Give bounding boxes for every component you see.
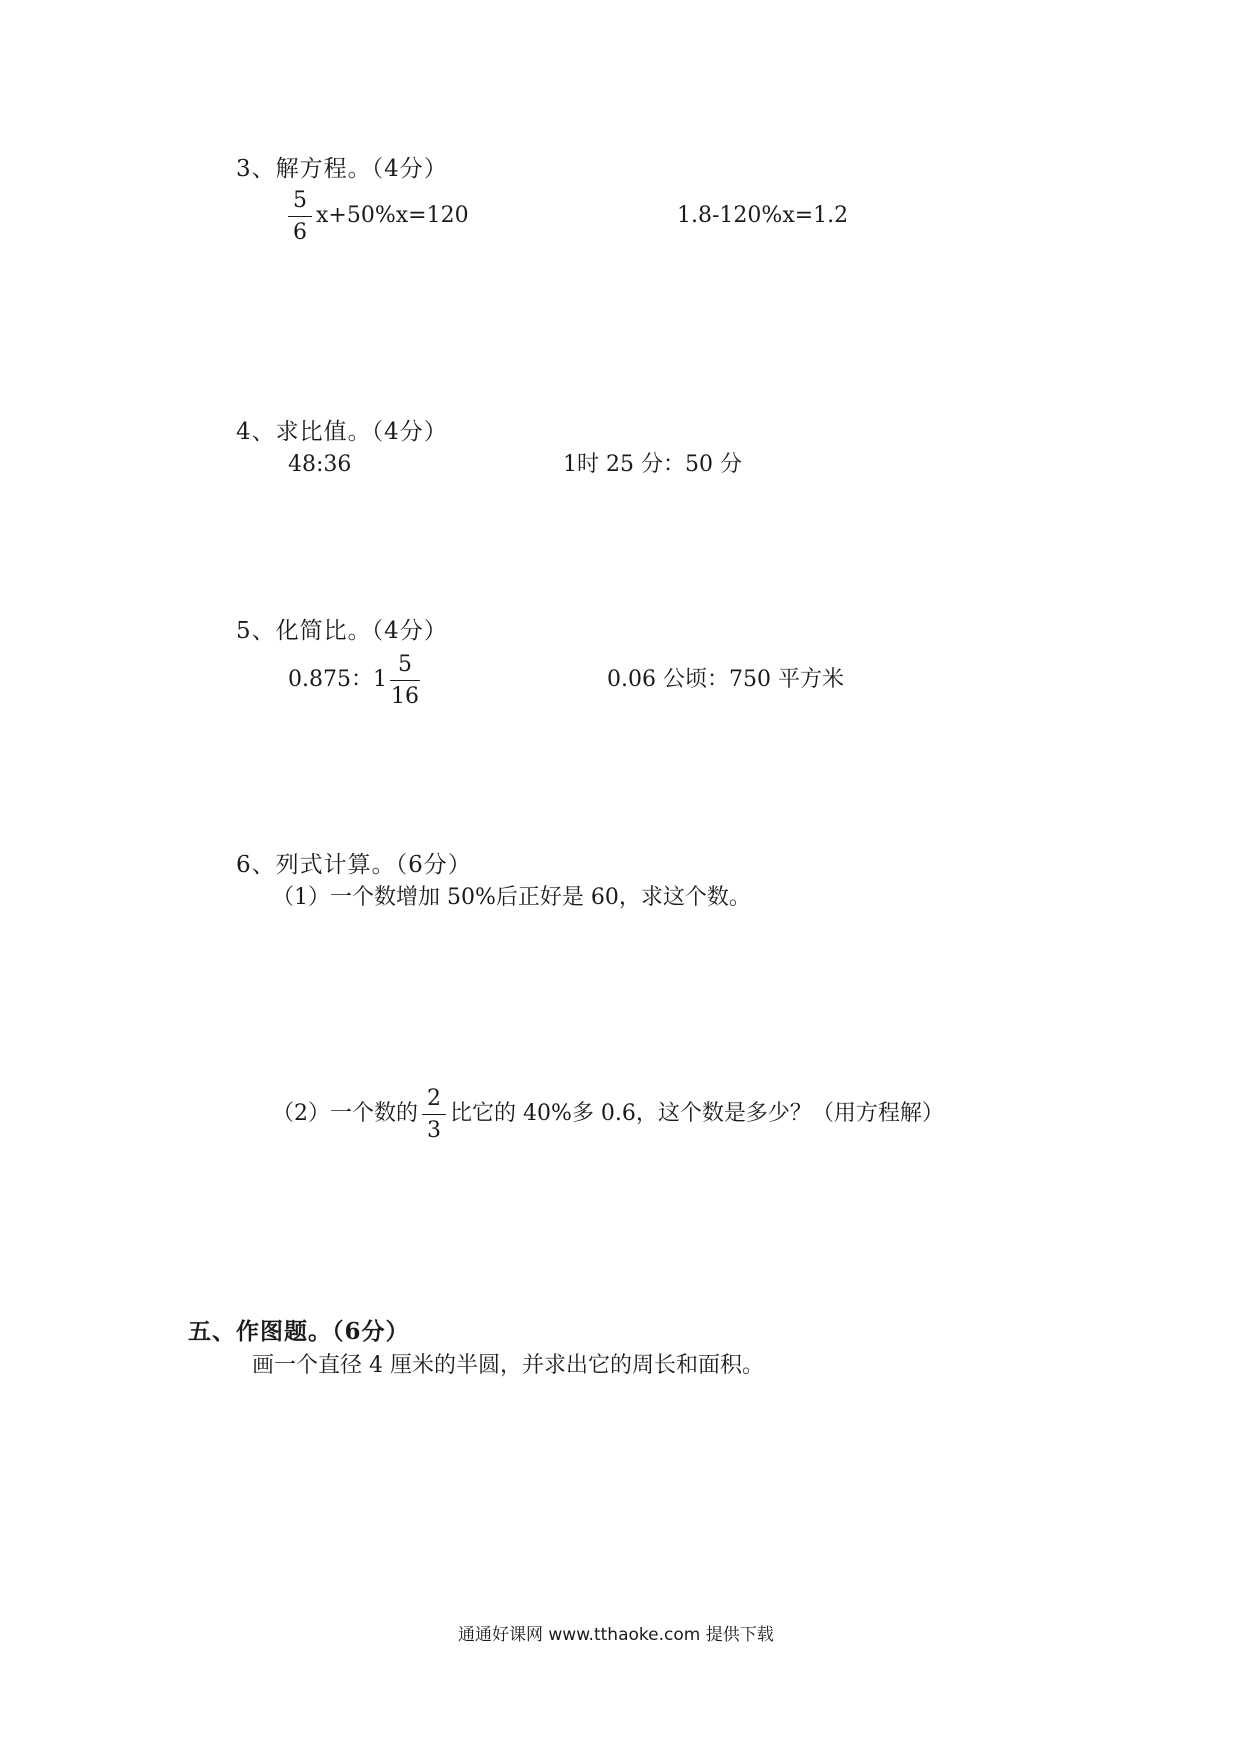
q5-item1-prefix: 0.875：1 <box>288 667 387 692</box>
fraction-bar <box>422 1114 446 1115</box>
fraction-denominator: 3 <box>427 1118 441 1143</box>
q5-item2: 0.06 公顷：750 平方米 <box>607 667 844 692</box>
q6-sub1: （1）一个数增加 50%后正好是 60，求这个数。 <box>272 885 751 910</box>
fraction-denominator: 6 <box>293 220 307 245</box>
q5-item1-fraction <box>390 652 420 710</box>
fraction-bar <box>288 216 312 217</box>
q3-heading: 3、解方程。（4分） <box>236 156 448 182</box>
section5-task: 画一个直径 4 厘米的半圆，并求出它的周长和面积。 <box>252 1353 764 1378</box>
q3-eq1-text: x+50%x=120 <box>316 203 469 228</box>
q6-sub2-suffix: 比它的 40%多 0.6，这个数是多少？（用方程解） <box>450 1101 944 1126</box>
fraction-numerator: 5 <box>293 188 307 213</box>
fraction-bar <box>390 680 420 681</box>
section5-heading: 五、作图题。（6分） <box>188 1318 410 1345</box>
q6-sub2-fraction <box>422 1086 446 1144</box>
fraction-denominator: 16 <box>391 684 419 709</box>
q3-eq1-fraction <box>288 188 312 246</box>
q4-item1: 48:36 <box>288 452 352 477</box>
q4-heading: 4、求比值。（4分） <box>236 419 448 445</box>
q3-eq2: 1.8-120%x=1.2 <box>677 203 849 228</box>
fraction-numerator: 5 <box>398 652 412 677</box>
q5-heading: 5、化简比。（4分） <box>236 618 448 644</box>
q4-item2: 1时 25 分：50 分 <box>563 452 742 477</box>
q6-sub2-prefix: （2）一个数的 <box>272 1101 418 1126</box>
page-footer: 通通好课网 www.tthaoke.com 提供下载 <box>458 1625 774 1645</box>
q6-heading: 6、列式计算。（6分） <box>236 852 472 878</box>
fraction-numerator: 2 <box>427 1086 441 1111</box>
